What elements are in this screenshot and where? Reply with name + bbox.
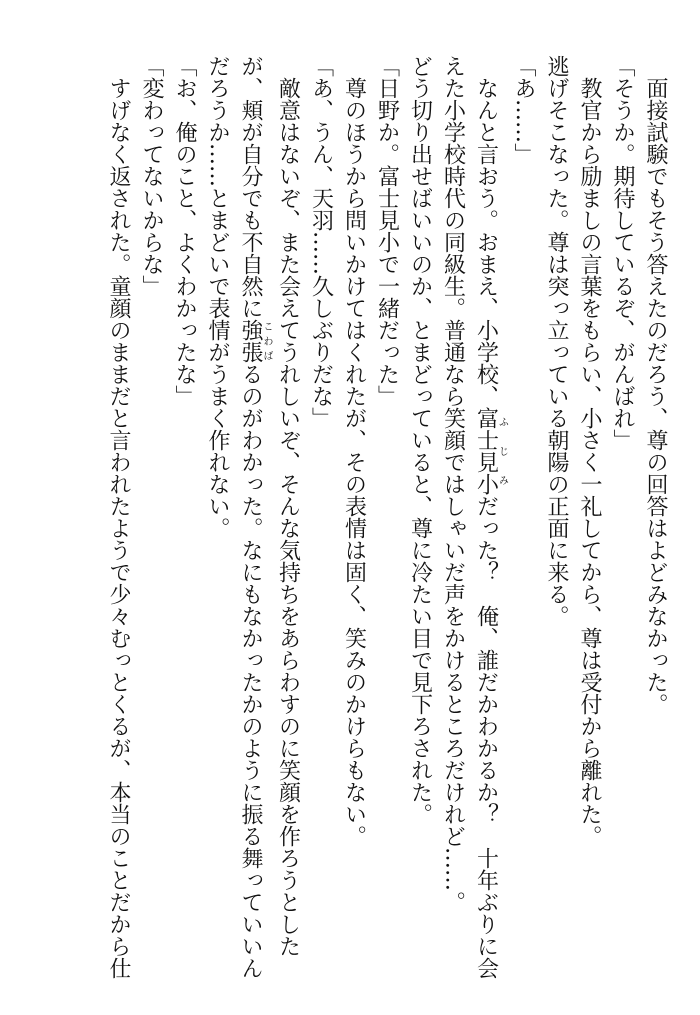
text-segment: 「日野か。富士見小で一緒だった」 — [374, 55, 400, 407]
text-segment: えた小学校時代の同級生。普通なら笑顔ではしゃいだ声をかけるところだけれど……。 — [440, 55, 466, 913]
text-line — [168, 55, 201, 985]
text-segment: 「そうか。期待しているぞ、がんばれ」 — [610, 55, 635, 451]
text-segment: 「あ……」 — [511, 55, 536, 165]
text-line — [573, 55, 606, 985]
text-line — [404, 55, 437, 985]
text-line — [201, 55, 234, 985]
text-segment: 「お、俺のこと、よくわかったな」 — [172, 55, 197, 407]
text-segment: 教官から励ましの言葉をもらい、小さく一礼してから、尊は受付から離れた。 — [577, 55, 602, 847]
text-segment: だろうか……とまどいで表情がうまく作れない。 — [205, 55, 230, 539]
text-line — [437, 55, 470, 985]
ruby-reading: ふじみ — [496, 407, 508, 495]
ruby-annotation — [238, 319, 272, 363]
text-segment: すげなく返された。童顔のままだと言われたようで少々むっとくるが、本当のことだから仕 — [106, 55, 131, 979]
text-segment: が、頬が自分でも不自然に — [238, 55, 263, 319]
text-line — [272, 55, 305, 985]
text-line — [470, 55, 508, 985]
ruby-annotation — [473, 407, 508, 495]
text-segment: 「あ、うん、天羽……久しぶりだな」 — [308, 55, 334, 429]
text-segment: 「変わってないからな」 — [139, 55, 164, 297]
text-segment: 面接試験でもそう答えたのだろう、尊の回答はよどみなかった。 — [643, 55, 668, 715]
ruby-base: 富士見小 — [473, 407, 499, 495]
text-line — [606, 55, 639, 985]
vertical-text-body — [102, 55, 672, 985]
text-segment: なんと言おう。おまえ、小学校、 — [473, 55, 499, 407]
text-line — [507, 55, 540, 985]
text-segment: どう切り出せばいいのか、とまどっていると、尊に冷たい目で見下ろされた。 — [407, 55, 433, 825]
ruby-reading: こわば — [261, 319, 272, 363]
text-line — [639, 55, 672, 985]
text-line — [102, 55, 135, 985]
text-segment: るのがわかった。なにもなかったかのように振る舞っていいん — [238, 363, 263, 979]
text-segment: だった？ 俺、誰だかわかるか？ 十年ぶりに会 — [473, 495, 499, 979]
text-line — [305, 55, 338, 985]
text-line — [234, 55, 272, 985]
text-segment: 尊のほうから問いかけてはくれたが、その表情は固く、笑みのかけらもない。 — [341, 55, 367, 847]
ruby-base: 強張 — [238, 319, 263, 363]
text-line — [540, 55, 573, 985]
text-segment: 逃げそこなった。尊は突っ立っている朝陽の正面に来る。 — [544, 55, 569, 627]
text-segment: 敵意はないぞ、また会えてうれしいぞ、そんな気持ちをあらわすのに笑顔を作ろうとした — [275, 55, 301, 957]
text-line — [371, 55, 404, 985]
text-line — [135, 55, 168, 985]
text-line — [338, 55, 371, 985]
